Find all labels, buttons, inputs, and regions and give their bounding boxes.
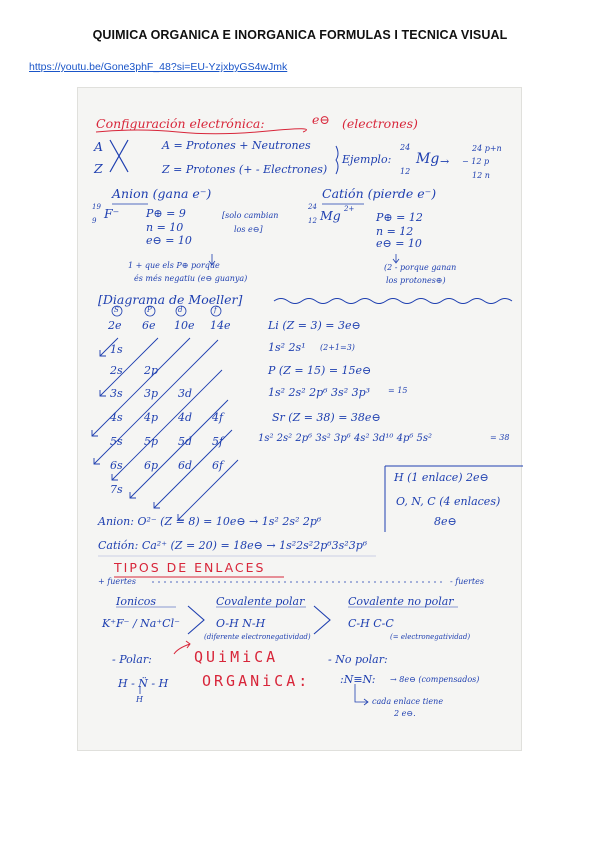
ejemplo-number: 12 (400, 167, 411, 176)
ejemplo-result-2: − 12 p (462, 157, 490, 166)
covalente-polar-examples: O-H N-H (216, 617, 266, 630)
cation-charge: 2+ (344, 205, 355, 213)
anion-number: 9 (92, 217, 97, 225)
cation-symbol: Mg (320, 208, 341, 223)
z-letter: Z (94, 161, 103, 176)
cation-title: Catión (pierde e⁻) (322, 186, 437, 201)
li-sum: (2+1=3) (320, 343, 355, 352)
orbital-1s: 1s (110, 343, 123, 356)
anion-oxygen-line: Anion: O²⁻ (Z = 8) = 10e⊖ → 1s² 2s² 2p⁶ (98, 515, 322, 528)
anion-note-2: los e⊖] (234, 225, 263, 234)
orbital-6p: 6p (144, 459, 159, 472)
orbital-6f: 6f (212, 459, 224, 472)
nitrogen-formula: :N≡N: (340, 673, 376, 686)
z-definition: Z = Protones (+ - Electrones) (162, 163, 328, 176)
p-sum: = 15 (388, 386, 408, 395)
electron-symbol: e⊖ (312, 112, 330, 127)
li-line: Li (Z = 3) = 3e⊖ (268, 319, 361, 332)
chevron-2 (314, 606, 330, 634)
tipos-title: TIPOS DE ENLACES (114, 560, 266, 575)
mas-fuertes-label: + fuertes (98, 577, 136, 586)
n2-hook (355, 684, 368, 705)
orbital-2s: 2s (110, 364, 123, 377)
capacity-d: 10e (174, 319, 195, 332)
cation-mass: 24 (308, 203, 317, 211)
orbital-letter-d: d (178, 306, 183, 314)
ejemplo-mass: 24 (400, 143, 411, 152)
anion-mass: 19 (92, 203, 101, 211)
nopolar-label: - No polar: (328, 653, 388, 666)
covalente-polar-label: Covalente polar (216, 595, 305, 608)
cation-electrons: e⊖ = 10 (376, 237, 422, 250)
chevron-1 (188, 606, 204, 634)
orbital-7s: 7s (110, 483, 123, 496)
ammonia-formula: H - N̈ - H (118, 677, 169, 690)
ionicos-label: Ionicos (116, 595, 156, 608)
p-line: P (Z = 15) = 15e⊖ (268, 364, 372, 377)
moeller-wave (274, 299, 512, 304)
orbital-3p: 3p (144, 387, 159, 400)
youtube-link[interactable]: https://youtu.be/Gone3phF_48?si=EU-YzjxbyGS4wJmk (29, 61, 288, 73)
cation-number: 12 (308, 217, 317, 225)
menos-fuertes-label: - fuertes (450, 577, 484, 586)
anion-neutrons: n = 10 (146, 221, 184, 234)
nitrogen-result: → 8e⊖ (compensados) (390, 675, 480, 684)
cation-calcium-line: Catión: Ca²⁺ (Z = 20) = 18e⊖ → 1s²2s²2p⁶3s²3p⁶ (98, 539, 368, 552)
sr-sum: = 38 (490, 433, 510, 442)
orbital-6d: 6d (178, 459, 193, 472)
orbital-2p: 2p (144, 364, 159, 377)
orbital-4d: 4d (178, 411, 193, 424)
sr-configuration: 1s² 2s² 2p⁶ 3s² 3p⁶ 4s² 3d¹⁰ 4p⁶ 5s² (258, 433, 433, 444)
document-title: QUIMICA ORGANICA E INORGANICA FORMULAS I TECNICA VISUAL (92, 28, 508, 42)
red-arrow (174, 641, 190, 654)
covalente-nopolar-examples: C-H C-C (348, 617, 394, 630)
orbital-5s: 5s (110, 435, 123, 448)
config-title: Configuración electrónica: (96, 116, 265, 131)
organica-word: ORGANiCA: (202, 672, 311, 690)
cation-arrow (393, 254, 399, 263)
covalente-nopolar-label: Covalente no polar (348, 595, 454, 608)
p-configuration: 1s² 2s² 2p⁶ 3s² 3p³ (268, 386, 371, 399)
anion-electrons: e⊖ = 10 (146, 234, 192, 247)
orbital-5f: 5f (212, 435, 224, 448)
orbital-5p: 5p (144, 435, 159, 448)
orbital-letter-s: S (114, 306, 119, 314)
sr-line: Sr (Z = 38) = 38e⊖ (272, 411, 381, 424)
li-configuration: 1s² 2s¹ (268, 341, 306, 354)
orbital-letter-f: f (214, 306, 217, 314)
orbital-4f: 4f (212, 411, 224, 424)
covalente-polar-note: (diferente electronegatividad) (204, 633, 311, 641)
orbital-letter-p: P (147, 306, 152, 314)
cation-explanation-2: los protones⊕) (386, 276, 446, 285)
moeller-title: [Diagrama de Moeller] (98, 292, 243, 307)
orbital-3d: 3d (178, 387, 193, 400)
nitrogen-note-2: 2 e⊖. (394, 709, 416, 718)
cation-protons: P⊕ = 12 (376, 211, 423, 224)
anion-protons: P⊕ = 9 (146, 207, 186, 220)
ammonia-hydrogen: H (136, 695, 143, 704)
cation-explanation-1: (2 - porque ganan (384, 263, 457, 272)
anion-symbol: F⁻ (104, 206, 120, 221)
bonds-box-line-1: H (1 enlace) 2e⊖ (394, 471, 489, 484)
orbital-6s: 6s (110, 459, 123, 472)
electrones-label: (electrones) (342, 116, 418, 131)
x-mark (110, 140, 128, 172)
handwritten-notes-image (77, 87, 522, 751)
orbital-5d: 5d (178, 435, 193, 448)
capacity-s: 2e (108, 319, 122, 332)
quimica-word: QUiMiCA (194, 648, 279, 666)
bonds-box-line-3: 8e⊖ (434, 515, 457, 528)
ejemplo-result-1: 24 p+n (472, 144, 502, 153)
bonds-box-line-2: O, N, C (4 enlaces) (396, 495, 501, 508)
orbital-4p: 4p (144, 411, 159, 424)
ejemplo-symbol: Mg (416, 151, 440, 167)
capacity-p: 6e (142, 319, 156, 332)
polar-label: - Polar: (112, 653, 152, 666)
brace (336, 146, 338, 174)
anion-note-1: [solo cambian (222, 211, 279, 220)
anion-explanation-1: 1 + que els P⊕ porque (128, 261, 220, 270)
covalente-nopolar-note: (= electronegatividad) (390, 633, 471, 641)
ejemplo-label: Ejemplo: (342, 153, 392, 166)
orbital-4s: 4s (110, 411, 123, 424)
anion-explanation-2: és més negatiu (e⊖ guanya) (134, 274, 248, 283)
nitrogen-note-1: cada enlace tiene (372, 697, 444, 706)
ejemplo-arrow: → (440, 155, 450, 168)
capacity-f: 14e (210, 319, 231, 332)
anion-title: Anion (gana e⁻) (112, 186, 212, 201)
a-definition: A = Protones + Neutrones (162, 139, 311, 152)
ejemplo-result-3: 12 n (472, 171, 490, 180)
orbital-3s: 3s (110, 387, 123, 400)
a-letter: A (94, 139, 104, 154)
cation-neutrons: n = 12 (376, 225, 414, 238)
ionicos-examples: K⁺F⁻ / Na⁺Cl⁻ (102, 617, 180, 630)
